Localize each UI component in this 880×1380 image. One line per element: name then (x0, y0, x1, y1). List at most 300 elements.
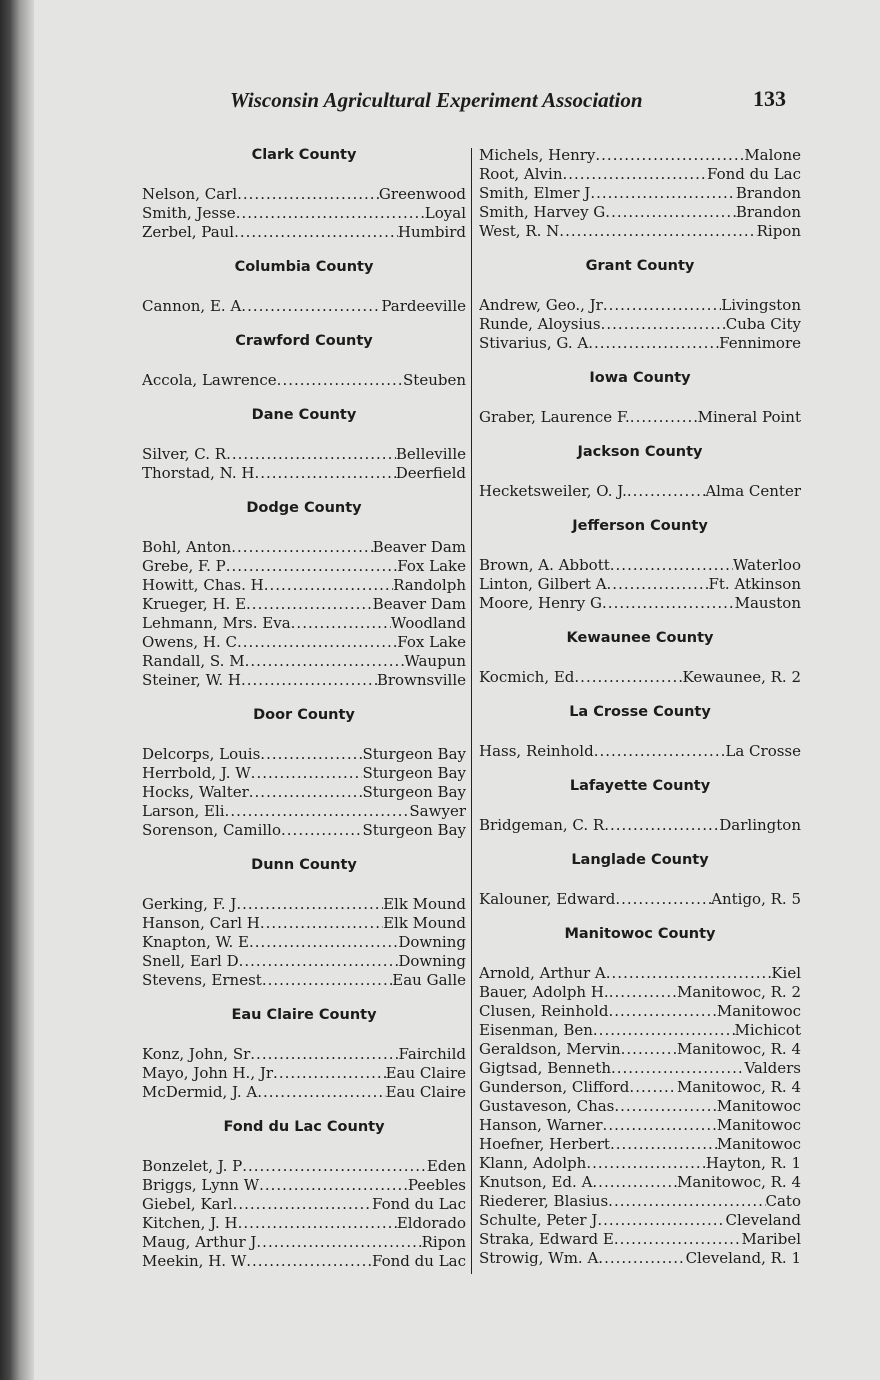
member-name: Mayo, John H., Jr (142, 1064, 274, 1082)
member-entry (142, 1195, 466, 1214)
member-name: Randall, S. M (142, 652, 245, 670)
entry-list (142, 445, 466, 483)
member-name: Kitchen, J. H (142, 1214, 238, 1232)
entry-list (479, 296, 801, 353)
dot-leader (251, 764, 363, 783)
member-entry (479, 556, 801, 575)
member-name: Strowig, Wm. A (479, 1249, 599, 1267)
member-entry (142, 671, 466, 690)
member-name: Eisenman, Ben (479, 1021, 593, 1039)
page-number: 133 (753, 86, 786, 111)
member-town: Hayton, R. 1 (705, 1154, 801, 1172)
county-section (479, 443, 801, 501)
member-name: Krueger, H. E (142, 595, 247, 613)
dot-leader (254, 464, 395, 483)
dot-leader (226, 445, 396, 464)
county-heading: Door County (253, 707, 355, 723)
county-section (479, 369, 801, 427)
member-town: Woodland (390, 614, 466, 632)
member-entry (142, 933, 466, 952)
member-town: La Crosse (725, 742, 801, 760)
dot-leader (259, 1176, 408, 1195)
dot-leader (601, 315, 726, 334)
member-town: Sturgeon Bay (362, 783, 466, 801)
member-name: Straka, Edward E (479, 1230, 614, 1248)
dot-leader (245, 652, 405, 671)
member-town: Steuben (403, 371, 466, 389)
dot-leader (242, 1157, 427, 1176)
member-name: Howitt, Chas. H (142, 576, 264, 594)
member-entry (479, 1078, 801, 1097)
member-entry (479, 165, 801, 184)
member-town: Cato (765, 1192, 801, 1210)
dot-leader (260, 914, 383, 933)
member-name: Gigtsad, Benneth (479, 1059, 611, 1077)
member-entry (479, 890, 801, 909)
dot-leader (273, 1064, 386, 1083)
member-town: Fox Lake (397, 633, 466, 651)
county-heading: Grant County (585, 258, 695, 274)
county-section (479, 517, 801, 613)
entry-list (142, 297, 466, 316)
member-town: Fox Lake (397, 557, 466, 575)
member-entry (142, 1157, 466, 1176)
member-entry (479, 296, 801, 315)
member-entry (479, 1097, 801, 1116)
member-town: Manitowoc, R. 4 (677, 1078, 801, 1096)
member-name: Zerbel, Paul (142, 223, 235, 241)
member-town: Deerfield (395, 464, 466, 482)
member-town: Kiel (771, 964, 801, 982)
member-entry (479, 408, 801, 427)
member-name: Gerking, F. J (142, 895, 237, 913)
member-town: Manitowoc (716, 1002, 801, 1020)
page-header (230, 88, 790, 118)
member-entry (479, 983, 801, 1002)
entry-list (479, 816, 801, 835)
entry-list (142, 1045, 466, 1102)
member-name: Kalouner, Edward (479, 890, 616, 908)
member-entry (142, 185, 466, 204)
member-name: Gustaveson, Chas (479, 1097, 615, 1115)
member-entry (142, 745, 466, 764)
county-section (142, 146, 466, 242)
member-name: Riederer, Blasius (479, 1192, 609, 1210)
member-town: Michicot (734, 1021, 801, 1039)
member-entry (479, 816, 801, 835)
member-name: Knapton, W. E (142, 933, 249, 951)
county-heading: Dane County (251, 407, 357, 423)
member-name: Hocks, Walter (142, 783, 249, 801)
member-name: Briggs, Lynn W (142, 1176, 260, 1194)
dot-leader (233, 1195, 372, 1214)
member-town: Ft. Atkinson (708, 575, 801, 593)
member-entry (479, 1211, 801, 1230)
member-town: Downing (398, 933, 466, 951)
member-town: Livingston (721, 296, 801, 314)
dot-leader (241, 297, 381, 316)
member-town: Loyal (424, 204, 466, 222)
member-entry (142, 1252, 466, 1271)
member-name: Michels, Henry (479, 146, 596, 164)
member-entry (479, 1154, 801, 1173)
member-name: Hanson, Carl H (142, 914, 260, 932)
member-entry (479, 1135, 801, 1154)
dot-leader (249, 933, 398, 952)
member-name: Smith, Harvey G (479, 203, 606, 221)
dot-leader (239, 952, 399, 971)
county-heading: Clark County (251, 147, 357, 163)
member-town: Elk Mound (383, 914, 466, 932)
member-entry (142, 895, 466, 914)
member-entry (142, 297, 466, 316)
county-section (142, 706, 466, 840)
county-heading: Langlade County (571, 852, 709, 868)
county-section (479, 851, 801, 909)
entry-list (479, 482, 801, 501)
dot-leader (281, 821, 362, 840)
member-entry (142, 445, 466, 464)
member-entry (479, 184, 801, 203)
member-name: Grebe, F. P (142, 557, 226, 575)
member-town: Beaver Dam (372, 595, 466, 613)
dot-leader (262, 971, 392, 990)
dot-leader (621, 1040, 677, 1059)
member-entry (142, 633, 466, 652)
member-entry (479, 146, 801, 165)
county-section (479, 257, 801, 353)
member-name: Bohl, Anton (142, 538, 232, 556)
member-entry (479, 1040, 801, 1059)
member-name: Bauer, Adolph H. (479, 983, 609, 1001)
member-town: Brandon (735, 203, 801, 221)
member-town: Alma Center (705, 482, 801, 500)
member-name: Schulte, Peter J (479, 1211, 598, 1229)
county-heading: Jefferson County (572, 518, 708, 534)
member-town: Randolph (393, 576, 466, 594)
member-town: Cleveland, R. 1 (685, 1249, 801, 1267)
member-town: Cuba City (725, 315, 801, 333)
member-town: Manitowoc (716, 1097, 801, 1115)
dot-leader (237, 185, 379, 204)
dot-leader (597, 1211, 725, 1230)
member-name: Delcorps, Louis (142, 745, 261, 763)
county-section (142, 1006, 466, 1102)
dot-leader (609, 983, 677, 1002)
member-town: Eldorado (396, 1214, 466, 1232)
member-name: Stevens, Ernest (142, 971, 262, 989)
member-town: Waterloo (733, 556, 801, 574)
county-heading: Lafayette County (569, 778, 711, 794)
member-name: Sorenson, Camillo (142, 821, 282, 839)
entry-list (142, 185, 466, 242)
dot-leader (614, 1097, 717, 1116)
member-name: Bridgeman, C. R (479, 816, 605, 834)
dot-leader (611, 1059, 744, 1078)
entry-list (479, 556, 801, 613)
dot-leader (226, 557, 398, 576)
member-town: Ripon (756, 222, 801, 240)
member-entry (479, 1059, 801, 1078)
member-entry (142, 464, 466, 483)
dot-leader (260, 745, 362, 764)
dot-leader (241, 671, 377, 690)
county-section (142, 499, 466, 690)
member-town: Ripon (421, 1233, 466, 1251)
member-town: Sturgeon Bay (362, 821, 466, 839)
member-entry (142, 652, 466, 671)
member-name: Kocmich, Ed (479, 668, 575, 686)
dot-leader (608, 1002, 716, 1021)
member-name: Clusen, Reinhold (479, 1002, 609, 1020)
member-town: Brownsville (376, 671, 466, 689)
member-entry (142, 538, 466, 557)
member-town: Mauston (734, 594, 801, 612)
column-divider (471, 148, 472, 1274)
member-entry (479, 1116, 801, 1135)
member-entry (142, 557, 466, 576)
member-town: Fond du Lac (707, 165, 801, 183)
member-town: Darlington (719, 816, 801, 834)
entry-list (142, 1157, 466, 1271)
dot-leader (610, 556, 733, 575)
county-section (479, 629, 801, 687)
member-town: Fond du Lac (372, 1195, 466, 1213)
county-section (479, 146, 801, 241)
member-name: Nelson, Carl (142, 185, 238, 203)
entry-list (142, 895, 466, 990)
member-name: Bonzelet, J. P (142, 1157, 243, 1175)
county-heading: Eau Claire County (231, 1007, 377, 1023)
member-entry (479, 1002, 801, 1021)
member-town: Beaver Dam (372, 538, 466, 556)
left-column (142, 146, 466, 1287)
county-section (479, 925, 801, 1268)
county-heading: Crawford County (235, 333, 373, 349)
member-entry (142, 1083, 466, 1102)
member-entry (479, 334, 801, 353)
member-town: Manitowoc (716, 1116, 801, 1134)
member-name: Cannon, E. A (142, 297, 242, 315)
member-town: Eau Claire (385, 1083, 466, 1101)
member-town: Eden (426, 1157, 466, 1175)
member-town: Malone (744, 146, 801, 164)
county-heading: Jackson County (577, 444, 703, 460)
member-name: Andrew, Geo., Jr (479, 296, 603, 314)
dot-leader (598, 1249, 685, 1268)
entry-list (479, 964, 801, 1268)
running-title: Wisconsin Agricultural Experiment Association (230, 88, 643, 112)
member-name: Thorstad, N. H (142, 464, 255, 482)
member-town: Manitowoc, R. 4 (677, 1173, 801, 1191)
dot-leader (238, 1214, 397, 1233)
member-entry (142, 952, 466, 971)
member-entry (479, 1173, 801, 1192)
member-town: Sawyer (409, 802, 466, 820)
dot-leader (231, 538, 372, 557)
county-heading: Kewaunee County (566, 630, 714, 646)
dot-leader (594, 742, 726, 761)
member-town: Fond du Lac (372, 1252, 466, 1270)
member-town: Downing (398, 952, 466, 970)
member-entry (142, 971, 466, 990)
member-entry (142, 204, 466, 223)
member-entry (142, 595, 466, 614)
county-section (142, 406, 466, 483)
member-name: Meekin, H. W (142, 1252, 247, 1270)
right-column (479, 146, 801, 1284)
member-name: Arnold, Arthur A (479, 964, 606, 982)
member-name: Linton, Gilbert A (479, 575, 607, 593)
member-name: Smith, Elmer J (479, 184, 591, 202)
book-binding-edge (0, 0, 34, 1380)
dot-leader (590, 184, 736, 203)
dot-leader (236, 204, 425, 223)
dot-leader (249, 783, 363, 802)
county-section (142, 332, 466, 390)
member-entry (479, 1249, 801, 1268)
member-name: Klann, Adolph (479, 1154, 587, 1172)
member-name: Graber, Laurence F. (479, 408, 630, 426)
member-town: Sturgeon Bay (362, 745, 466, 763)
dot-leader (277, 371, 403, 390)
entry-list (479, 890, 801, 909)
county-heading: Dunn County (251, 857, 357, 873)
member-entry (142, 1214, 466, 1233)
member-town: Eau Galle (392, 971, 466, 989)
dot-leader (627, 482, 705, 501)
member-name: West, R. N (479, 222, 560, 240)
member-name: Maug, Arthur J (142, 1233, 257, 1251)
member-name: Silver, C. R (142, 445, 227, 463)
member-town: Sturgeon Bay (362, 764, 466, 782)
member-entry (142, 1233, 466, 1252)
member-name: Moore, Henry G (479, 594, 603, 612)
member-name: Hanson, Warner (479, 1116, 603, 1134)
entry-list (142, 745, 466, 840)
member-entry (142, 1176, 466, 1195)
member-town: Belleville (395, 445, 466, 463)
dot-leader (592, 1173, 677, 1192)
dot-leader (291, 614, 391, 633)
entry-list (479, 668, 801, 687)
member-town: Valders (744, 1059, 801, 1077)
member-name: Smith, Jesse (142, 204, 236, 222)
dot-leader (250, 1045, 398, 1064)
member-entry (479, 742, 801, 761)
member-name: Runde, Aloysius (479, 315, 601, 333)
member-entry (142, 914, 466, 933)
member-name: Knutson, Ed. A (479, 1173, 593, 1191)
county-heading: Columbia County (234, 259, 374, 275)
member-town: Kewaunee, R. 2 (682, 668, 801, 686)
member-entry (479, 1021, 801, 1040)
dot-leader (586, 1154, 706, 1173)
entry-list (479, 408, 801, 427)
dot-leader (610, 1135, 717, 1154)
member-town: Manitowoc, R. 4 (677, 1040, 801, 1058)
dot-leader (604, 816, 719, 835)
county-heading: La Crosse County (569, 704, 711, 720)
member-entry (142, 614, 466, 633)
dot-leader (606, 964, 772, 983)
member-town: Antigo, R. 5 (711, 890, 801, 908)
member-name: Lehmann, Mrs. Eva (142, 614, 291, 632)
member-town: Maribel (741, 1230, 801, 1248)
dot-leader (607, 575, 709, 594)
member-name: Stivarius, G. A (479, 334, 589, 352)
member-name: Hoefner, Herbert (479, 1135, 610, 1153)
member-entry (142, 783, 466, 802)
member-entry (479, 203, 801, 222)
member-town: Elk Mound (383, 895, 466, 913)
entry-list (479, 742, 801, 761)
dot-leader (264, 576, 393, 595)
county-section (479, 777, 801, 835)
dot-leader (602, 594, 735, 613)
county-heading: Manitowoc County (564, 926, 716, 942)
member-town: Fairchild (398, 1045, 466, 1063)
dot-leader (225, 802, 410, 821)
member-entry (142, 764, 466, 783)
dot-leader (588, 334, 719, 353)
member-town: Greenwood (378, 185, 466, 203)
member-town: Humbird (397, 223, 466, 241)
member-name: Herrbold, J. W (142, 764, 251, 782)
entry-list (142, 371, 466, 390)
member-entry (142, 576, 466, 595)
dot-leader (614, 1230, 742, 1249)
dot-leader (234, 223, 398, 242)
county-section (142, 258, 466, 316)
member-entry (479, 668, 801, 687)
dot-leader (257, 1083, 385, 1102)
dot-leader (603, 296, 721, 315)
county-heading: Iowa County (589, 370, 691, 386)
member-entry (479, 315, 801, 334)
member-name: Larson, Eli (142, 802, 225, 820)
member-entry (479, 222, 801, 241)
member-name: Konz, John, Sr (142, 1045, 251, 1063)
dot-leader (629, 1078, 677, 1097)
dot-leader (593, 1021, 735, 1040)
member-town: Cleveland (725, 1211, 801, 1229)
county-section (142, 1118, 466, 1271)
member-name: Snell, Earl D (142, 952, 239, 970)
member-entry (479, 1230, 801, 1249)
member-entry (142, 223, 466, 242)
member-town: Brandon (735, 184, 801, 202)
member-entry (142, 802, 466, 821)
member-name: Hass, Reinhold (479, 742, 594, 760)
member-entry (142, 821, 466, 840)
member-name: Root, Alvin (479, 165, 563, 183)
member-entry (479, 482, 801, 501)
member-town: Manitowoc, R. 2 (677, 983, 801, 1001)
dot-leader (246, 595, 373, 614)
dot-leader (246, 1252, 372, 1271)
member-town: Peebles (407, 1176, 466, 1194)
dot-leader (237, 633, 397, 652)
member-name: Owens, H. C (142, 633, 238, 651)
dot-leader (615, 890, 711, 909)
member-entry (142, 371, 466, 390)
dot-leader (603, 1116, 717, 1135)
member-name: Giebel, Karl (142, 1195, 233, 1213)
member-town: Fennimore (719, 334, 801, 352)
member-entry (479, 964, 801, 983)
member-name: Geraldson, Mervin (479, 1040, 621, 1058)
